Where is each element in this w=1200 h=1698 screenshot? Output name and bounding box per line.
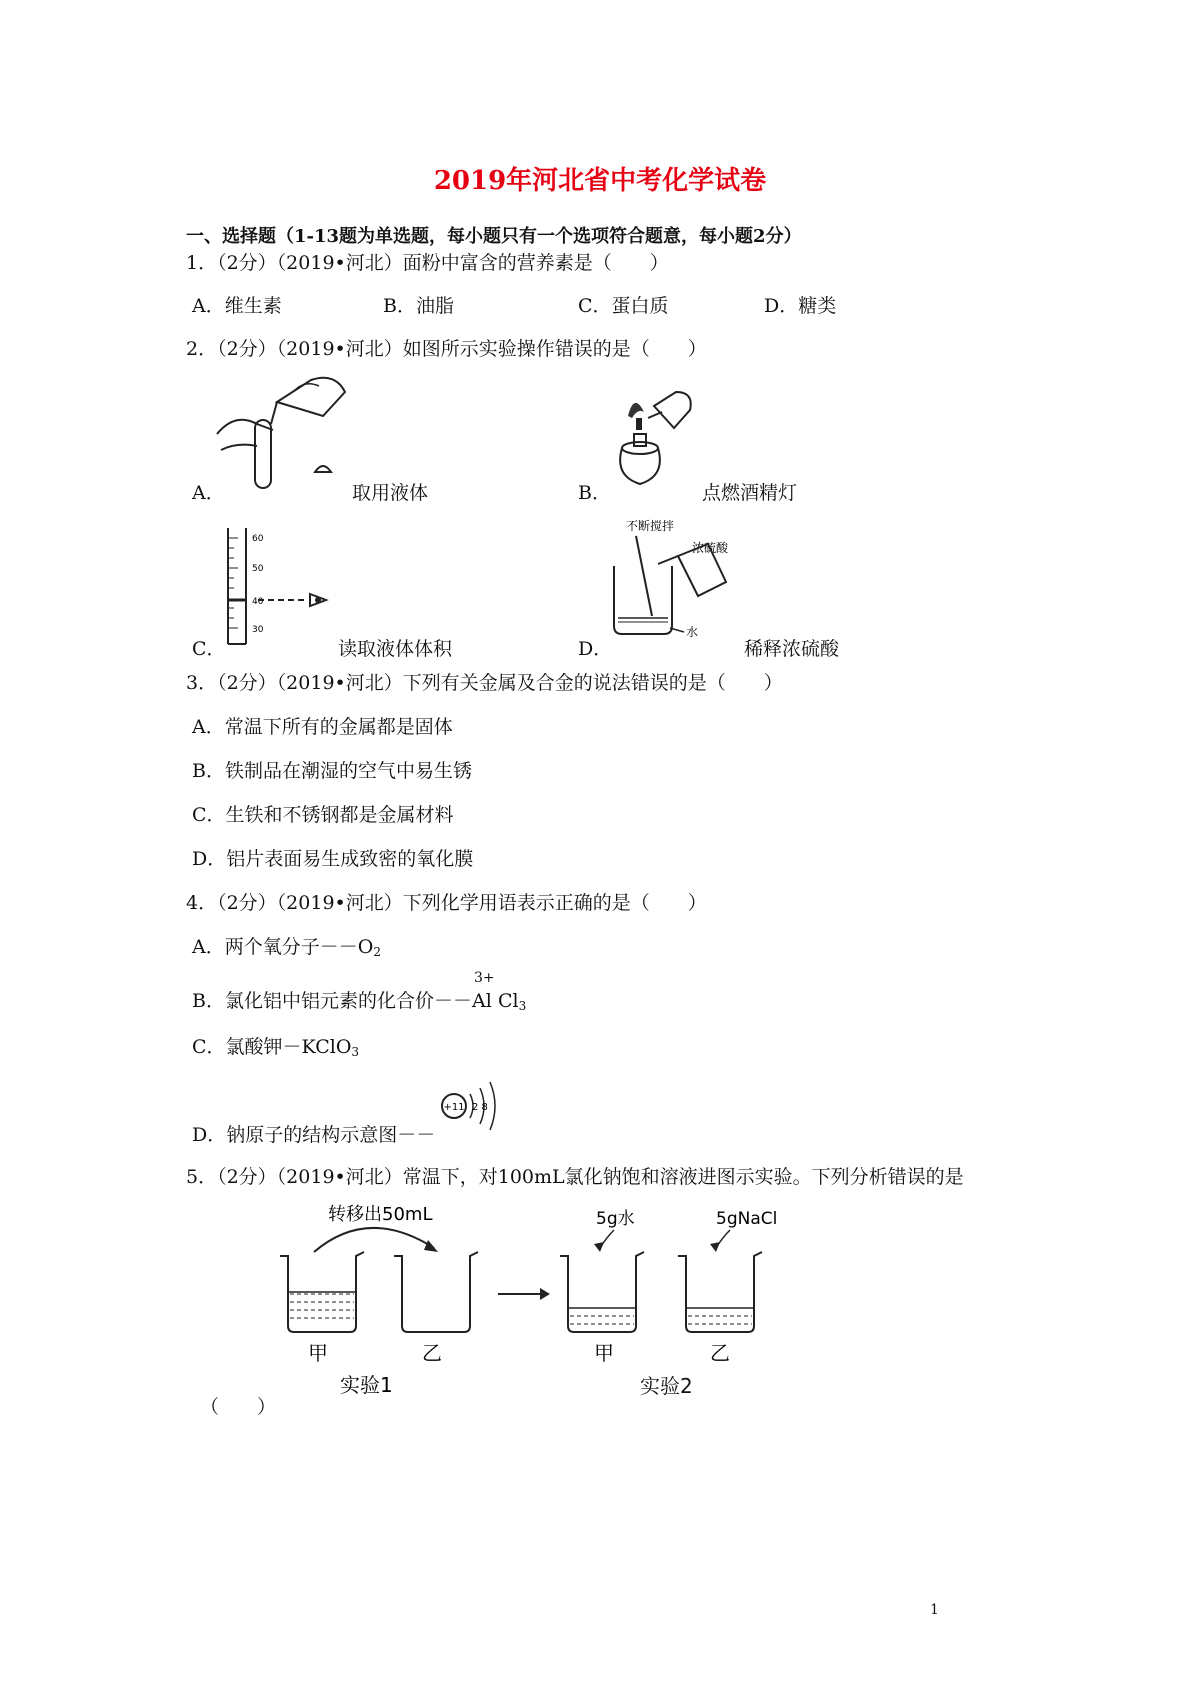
q4-option-b-valence: 3+	[473, 970, 495, 986]
q4-option-a	[192, 932, 381, 959]
acid-label: 浓硫酸	[692, 541, 729, 555]
cylinder-tick-60: 60	[252, 534, 264, 544]
pour-liquid-figure	[215, 372, 365, 497]
q4-option-c-subscript: 3	[351, 1045, 360, 1059]
exp2-jia-label: 甲	[594, 1341, 614, 1365]
q2-option-c-caption: 读取液体体积	[338, 638, 453, 660]
sodium-electron-shells: 2 8	[472, 1102, 488, 1113]
exp1-label: 实验1	[340, 1373, 393, 1397]
section-heading: 一、选择题（1-13题为单选题，每小题只有一个选项符合题意，每小题2分）	[186, 226, 802, 247]
exp2-label: 实验2	[640, 1374, 693, 1398]
q3-option-d: D．铝片表面易生成致密的氧化膜	[192, 848, 474, 870]
question-4-stem: 4．（2分）（2019•河北）下列化学用语表示正确的是（ ）	[186, 892, 707, 914]
q2-option-b-caption: 点燃酒精灯	[702, 482, 798, 504]
q3-option-c: C．生铁和不锈钢都是金属材料	[192, 804, 454, 826]
q3-option-a: A．常温下所有的金属都是固体	[192, 716, 453, 738]
q2-option-c-letter: C．	[192, 638, 226, 660]
q2-option-d-letter: D．	[578, 638, 613, 660]
light-alcohol-lamp-figure	[610, 388, 700, 493]
q4-option-b-element: Al	[471, 990, 492, 1012]
exp1-yi-label: 乙	[422, 1341, 442, 1365]
q4-option-c	[192, 1032, 359, 1059]
answer-blank: （ ）	[200, 1396, 277, 1418]
q2-option-b-letter: B．	[578, 482, 611, 504]
q2-option-a-caption: 取用液体	[352, 482, 429, 504]
nacl-added-label: 5gNaCl	[716, 1209, 778, 1229]
nacl-experiment-figure	[268, 1198, 778, 1397]
q2-option-d-caption: 稀释浓硫酸	[744, 638, 840, 660]
q4-option-a-subscript: 2	[373, 945, 381, 959]
q4-option-b-rest: Cl	[497, 990, 519, 1012]
question-3-stem: 3．（2分）（2019•河北）下列有关金属及合金的说法错误的是（ ）	[186, 672, 783, 694]
sodium-nucleus-charge: +11	[443, 1102, 465, 1113]
page-title: 2019年河北省中考化学试卷	[433, 166, 767, 196]
q1-option-a: A．维生素	[192, 295, 282, 317]
read-volume-figure	[218, 528, 338, 648]
question-2-stem: 2．（2分）（2019•河北）如图所示实验操作错误的是（ ）	[186, 338, 707, 360]
cylinder-tick-40: 40	[252, 597, 264, 607]
q3-option-b: B．铁制品在潮湿的空气中易生锈	[192, 760, 472, 782]
q1-option-d: D．糖类	[764, 295, 837, 317]
q1-option-c: C．蛋白质	[578, 295, 669, 317]
question-5-stem: 5．（2分）（2019•河北）常温下，对100mL氯化钠饱和溶液进图示实验。下列分析错误的是	[186, 1166, 964, 1188]
stir-label: 不断搅拌	[626, 519, 675, 533]
question-1-stem: 1．（2分）（2019•河北）面粉中富含的营养素是（ ）	[186, 252, 669, 274]
page-number: 1	[930, 1602, 939, 1618]
q4-option-a-text: A．两个氧分子－－O	[192, 936, 374, 958]
q2-option-a-letter: A．	[192, 482, 225, 504]
transfer-label: 转移出50mL	[328, 1204, 433, 1225]
cylinder-tick-50: 50	[252, 564, 264, 574]
exp1-jia-label: 甲	[308, 1341, 328, 1365]
q4-option-b	[192, 970, 527, 1013]
dilute-sulfuric-acid-figure	[608, 516, 748, 646]
q1-option-b: B．油脂	[383, 295, 454, 317]
q4-option-b-subscript: 3	[518, 999, 527, 1013]
exp2-yi-label: 乙	[710, 1341, 730, 1365]
q4-option-b-text: B．氯化铝中铝元素的化合价－－	[192, 990, 472, 1012]
water-label: 水	[686, 625, 699, 639]
water-added-label: 5g水	[596, 1209, 635, 1229]
q4-option-d-text: D．钠原子的结构示意图－－	[192, 1124, 436, 1146]
cylinder-tick-30: 30	[252, 625, 264, 635]
sodium-atom-diagram	[438, 1080, 502, 1136]
q4-option-c-text: C．氯酸钾－KClO	[192, 1036, 352, 1058]
